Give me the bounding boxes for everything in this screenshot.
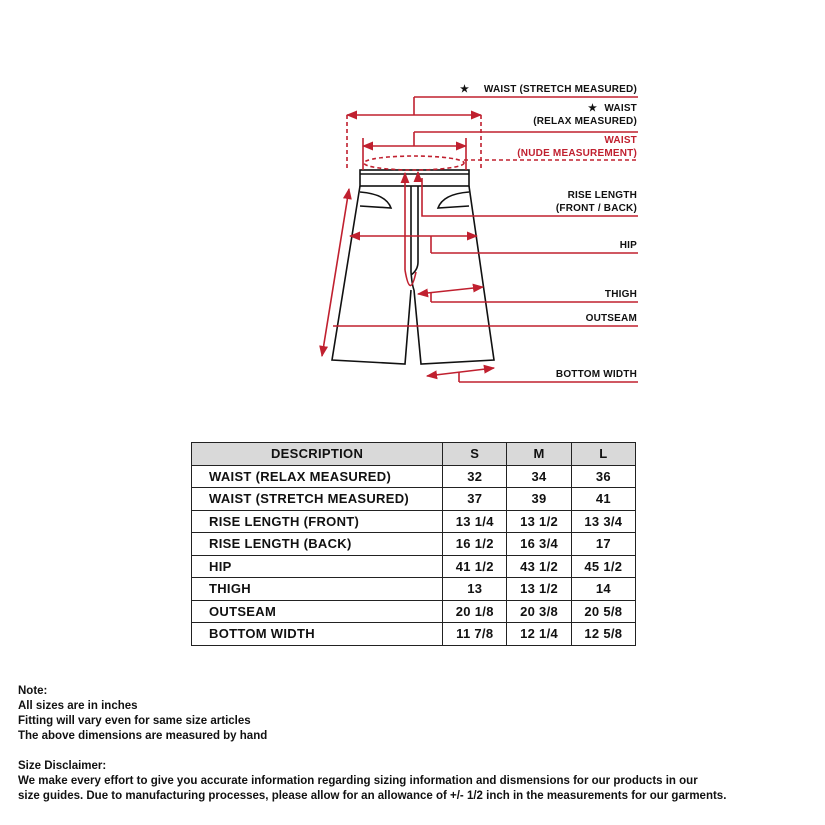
table-header-row	[192, 443, 636, 466]
right-leg	[414, 186, 494, 364]
hip-guide	[350, 236, 638, 253]
waist-nude-ellipse	[364, 156, 464, 170]
note-line: Fitting will vary even for same size articles	[18, 715, 251, 727]
header-description: DESCRIPTION	[192, 443, 443, 466]
cell-m: 13 1/2	[507, 578, 571, 601]
row-description: RISE LENGTH (FRONT)	[192, 510, 443, 533]
label-rise: RISE LENGTH	[567, 190, 637, 201]
cell-l: 17	[571, 533, 635, 556]
row-description: THIGH	[192, 578, 443, 601]
table-row	[192, 623, 636, 646]
cell-s: 41 1/2	[443, 555, 507, 578]
size-chart-table	[191, 442, 636, 646]
header-size-m: M	[507, 443, 571, 466]
disclaimer-line: We make every effort to give you accurate information regarding sizing information and dismensions for our products in our	[18, 775, 698, 787]
cell-s: 13 1/4	[443, 510, 507, 533]
cell-s: 37	[443, 488, 507, 511]
star-icon: ★	[588, 103, 598, 114]
row-description: OUTSEAM	[192, 600, 443, 623]
row-description: BOTTOM WIDTH	[192, 623, 443, 646]
cell-l: 14	[571, 578, 635, 601]
outseam-guide	[322, 189, 638, 356]
row-description: HIP	[192, 555, 443, 578]
label-outseam: OUTSEAM	[585, 313, 637, 324]
header-size-l: L	[571, 443, 635, 466]
note-line: The above dimensions are measured by hand	[18, 730, 268, 742]
table-row	[192, 465, 636, 488]
cell-m: 16 3/4	[507, 533, 571, 556]
label-waist-relax: WAIST	[604, 103, 637, 114]
notes-section	[18, 684, 818, 804]
note-title: Note:	[18, 685, 48, 697]
label-waist-relax-sub: (RELAX MEASURED)	[533, 116, 637, 127]
cell-s: 16 1/2	[443, 533, 507, 556]
cell-m: 20 3/8	[507, 600, 571, 623]
cell-m: 34	[507, 465, 571, 488]
label-waist-nude-sub: (NUDE MEASUREMENT)	[517, 148, 637, 159]
disclaimer-title: Size Disclaimer:	[18, 760, 107, 772]
waistband	[360, 170, 469, 186]
header-size-s: S	[443, 443, 507, 466]
row-description: WAIST (RELAX MEASURED)	[192, 465, 443, 488]
cell-s: 20 1/8	[443, 600, 507, 623]
spacer	[18, 744, 818, 759]
shorts-outline	[332, 170, 494, 364]
label-hip: HIP	[619, 240, 637, 251]
cell-m: 12 1/4	[507, 623, 571, 646]
row-description: RISE LENGTH (BACK)	[192, 533, 443, 556]
label-waist-nude: WAIST	[604, 135, 637, 146]
cell-l: 45 1/2	[571, 555, 635, 578]
label-waist-stretch: WAIST (STRETCH MEASURED)	[483, 84, 637, 95]
table-row	[192, 600, 636, 623]
disclaimer-line: size guides. Due to manufacturing processes, please allow for an allowance of +/- 1/2 inch in the measurements for our garments.	[18, 790, 727, 802]
left-pocket	[360, 192, 391, 208]
cell-m: 39	[507, 488, 571, 511]
label-rise-sub: (FRONT / BACK)	[555, 203, 637, 214]
cell-l: 12 5/8	[571, 623, 635, 646]
label-bottom-width: BOTTOM WIDTH	[555, 369, 637, 380]
fly-stitch	[411, 186, 418, 275]
table-row	[192, 510, 636, 533]
cell-m: 13 1/2	[507, 510, 571, 533]
table-row	[192, 578, 636, 601]
cell-s: 11 7/8	[443, 623, 507, 646]
right-pocket	[438, 192, 469, 208]
left-leg	[332, 186, 411, 364]
note-line: All sizes are in inches	[18, 700, 138, 712]
cell-l: 41	[571, 488, 635, 511]
table-row	[192, 533, 636, 556]
cell-l: 36	[571, 465, 635, 488]
cell-l: 13 3/4	[571, 510, 635, 533]
star-icon: ★	[460, 84, 470, 95]
cell-l: 20 5/8	[571, 600, 635, 623]
cell-m: 43 1/2	[507, 555, 571, 578]
cell-s: 32	[443, 465, 507, 488]
table-row	[192, 555, 636, 578]
table-row	[192, 488, 636, 511]
cell-s: 13	[443, 578, 507, 601]
label-thigh: THIGH	[604, 289, 637, 300]
row-description: WAIST (STRETCH MEASURED)	[192, 488, 443, 511]
